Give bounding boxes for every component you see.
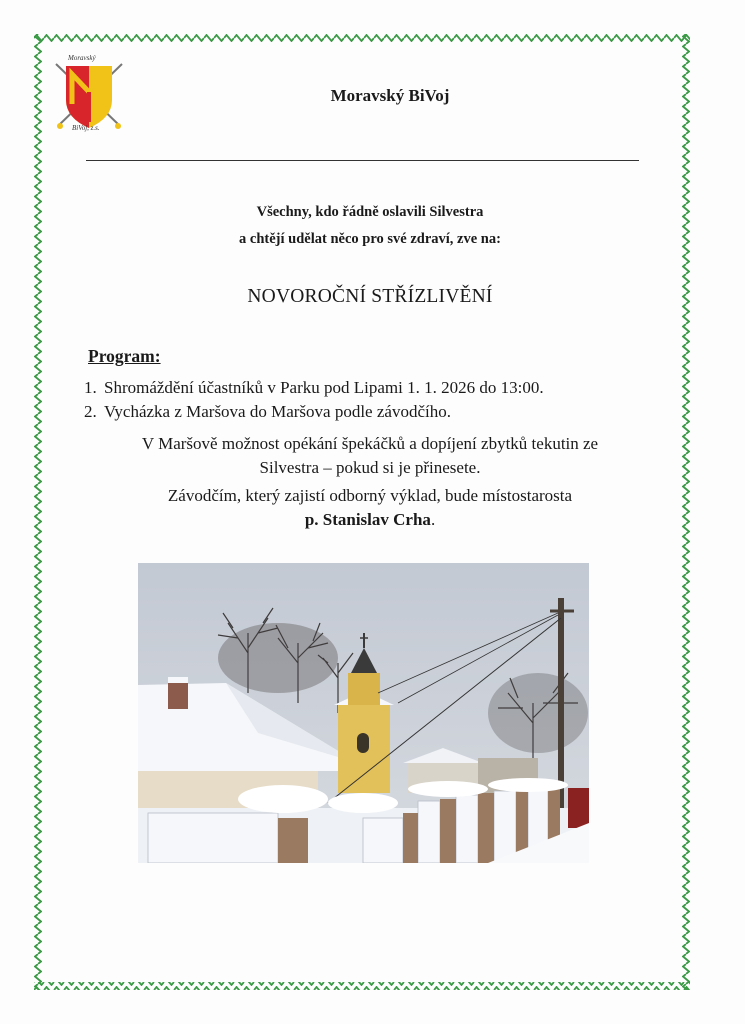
header-divider (86, 160, 639, 161)
logo-text-bottom: BiVoj, z.s. (72, 124, 100, 132)
program-item-number: 1. (84, 378, 97, 397)
event-title: NOVOROČNÍ STŘÍZLIVĚNÍ (247, 286, 493, 307)
logo-text-top: Moravský (68, 54, 96, 62)
organization-logo (50, 52, 128, 136)
winter-village-photo (138, 563, 589, 863)
organization-name: Moravský BiVoj (330, 86, 450, 105)
program-note-line-2: Silvestra – pokud si je přinesete. (259, 458, 481, 477)
program-item (84, 378, 544, 398)
guide-name: p. Stanislav Crha (304, 510, 431, 529)
guide-end: . (430, 510, 436, 529)
program-heading: Program: (88, 346, 161, 366)
program-note-line-1: V Maršově možnost opékání špekáčků a dopíjení zbytků tekutin ze (141, 434, 599, 453)
guide-line: Závodčím, který zajistí odborný výklad, bude místostarosta (167, 486, 573, 505)
program-item-number: 2. (84, 402, 97, 421)
intro-line-1: Všechny, kdo řádně oslavili Silvestra (256, 204, 484, 220)
winter-village-illustration (138, 563, 589, 863)
program-item (84, 402, 451, 422)
program-note (70, 432, 670, 480)
program-item-text: Shromáždění účastníků v Parku pod Lipami 1. 1. 2026 do 13:00. (104, 378, 544, 397)
program-item-text: Vycházka z Maršova do Maršova podle závodčího. (104, 402, 451, 421)
guide-info (70, 484, 670, 532)
intro-line-2: a chtějí udělat něco pro své zdraví, zve na: (239, 231, 501, 247)
